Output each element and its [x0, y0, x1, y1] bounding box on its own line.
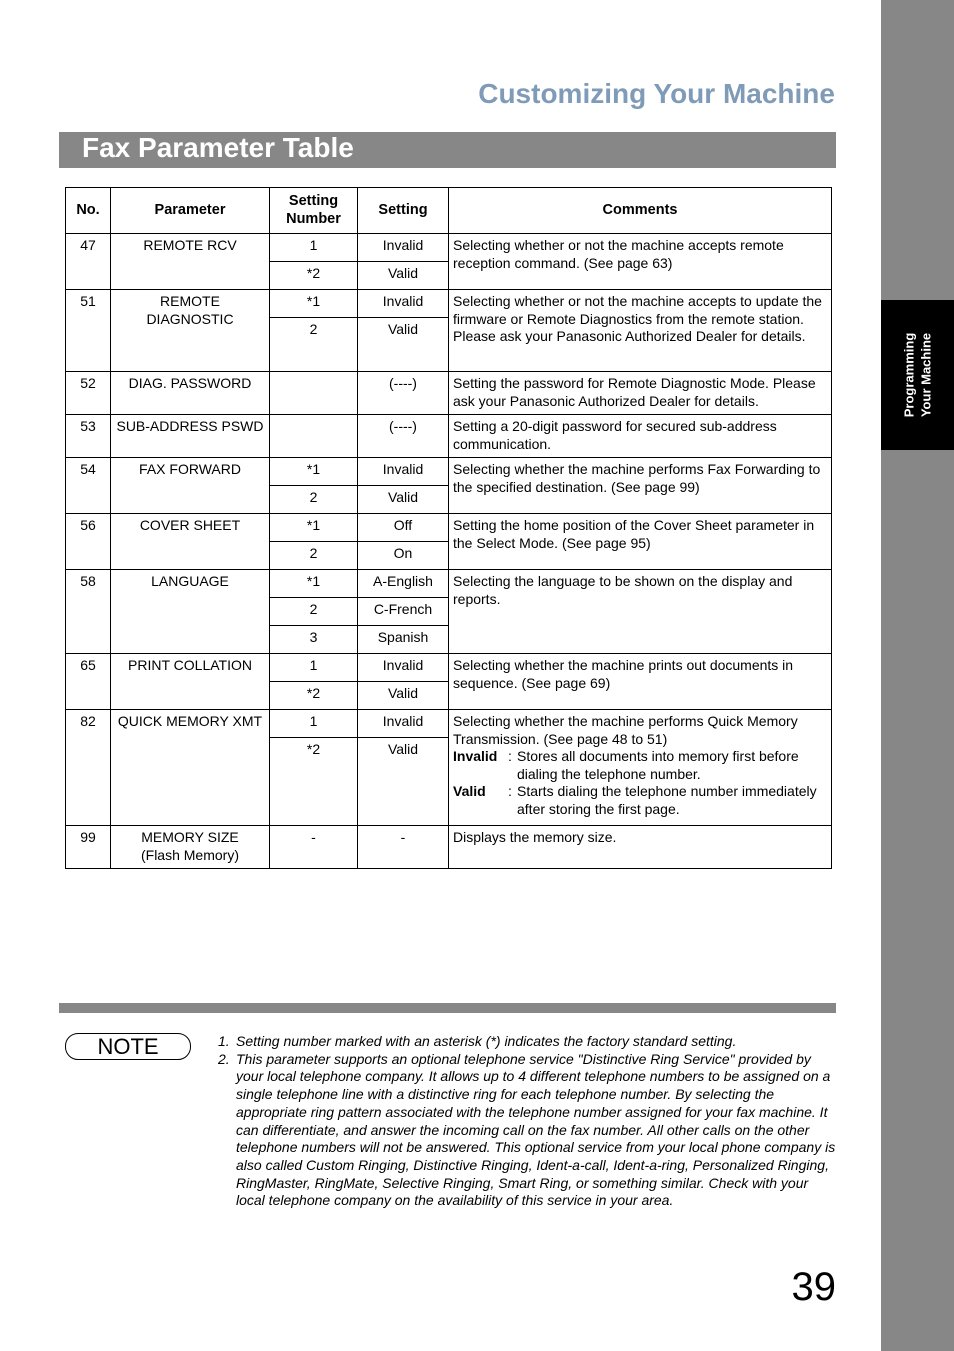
cell-setting: Valid: [358, 682, 449, 710]
cell-setting-number: 1: [270, 654, 358, 682]
note-text: This parameter supports an optional telephone service "Distinctive Ring Service" provided by your local telephone company. It allows up to 4 different telephone numbers to be assigned on a single telephone line with a distinctive ring for each telephone number. By selecting the appropriate ring pattern associated with the telephone number assigned for your fax machine. It can differentiate, and answer the incoming call on the fax number. All other calls on the other telephone numbers will not be answered. This optional service from your local phone company is also called Custom Ringing, Distinctive Ringing, Ident-a-call, Ident-a-ring, Personalized Ringing, RingMaster, RingMate, Selective Ringing, Smart Ring, or something similar. Check with your local telephone company on the availability of this service in your area.: [236, 1050, 836, 1209]
note-text: Setting number marked with an asterisk (*) indicates the factory standard setting.: [236, 1033, 737, 1049]
comment-text: Setting the home position of the Cover Sheet parameter in the Select Mode. (See page 95): [453, 517, 815, 551]
cell-setting: Spanish: [358, 626, 449, 654]
table-header-row: [66, 188, 832, 234]
table-row: [66, 826, 832, 869]
table-row: [66, 234, 832, 262]
cell-setting: Valid: [358, 262, 449, 290]
cell-setting-number: 1: [270, 710, 358, 738]
cell-parameter: [111, 290, 270, 372]
page-number: 39: [791, 1265, 836, 1309]
column-header-parameter: Parameter: [111, 188, 270, 234]
cell-no: 52: [66, 372, 111, 415]
table-row: [66, 710, 832, 738]
definition-item: [453, 783, 827, 818]
note-badge: NOTE: [65, 1033, 191, 1060]
cell-setting-number: *2: [270, 262, 358, 290]
cell-setting: (----): [358, 372, 449, 415]
cell-setting-number: 3: [270, 626, 358, 654]
cell-no: 58: [66, 570, 111, 654]
cell-setting-number: 1: [270, 234, 358, 262]
comment-text: Selecting whether or not the machine accepts remote reception command. (See page 63): [453, 237, 784, 271]
cell-parameter: [111, 415, 270, 458]
section-title: Fax Parameter Table: [82, 132, 354, 163]
cell-comments: [449, 415, 832, 458]
cell-setting: Valid: [358, 738, 449, 826]
definition-term: Valid: [453, 783, 486, 799]
parameter-name: MEMORY SIZE: [141, 829, 239, 845]
cell-setting: Invalid: [358, 654, 449, 682]
cell-setting-number: [270, 415, 358, 458]
cell-parameter: [111, 458, 270, 514]
parameter-name: FAX FORWARD: [139, 461, 241, 477]
cell-comments: [449, 372, 832, 415]
cell-setting: Invalid: [358, 710, 449, 738]
comment-text: Setting the password for Remote Diagnostic Mode. Please ask your Panasonic Authorized Dealer for details.: [453, 375, 816, 409]
sidebar-strip: [881, 0, 954, 1351]
cell-setting-number: *1: [270, 514, 358, 542]
cell-setting-number: -: [270, 826, 358, 869]
column-header-setting: Setting: [358, 188, 449, 234]
cell-setting: A-English: [358, 570, 449, 598]
cell-comments: [449, 458, 832, 514]
cell-comments: [449, 290, 832, 372]
chapter-tab-line1: Programming: [901, 332, 917, 418]
definition-text: Stores all documents into memory first before dialing the telephone number.: [517, 748, 799, 782]
table-row: [66, 290, 832, 318]
table-row: [66, 514, 832, 542]
parameter-name: SUB-ADDRESS PSWD: [116, 418, 264, 434]
cell-no: 53: [66, 415, 111, 458]
cell-setting: C-French: [358, 598, 449, 626]
cell-parameter: [111, 514, 270, 570]
cell-parameter: [111, 372, 270, 415]
divider-rule: [59, 1003, 836, 1013]
cell-setting: (----): [358, 415, 449, 458]
parameter-name: COVER SHEET: [139, 517, 241, 533]
comment-text: Selecting whether the machine performs Quick Memory Transmission. (See page 48 to 51): [453, 713, 798, 747]
note-item: [218, 1051, 838, 1210]
cell-comments: [449, 710, 832, 826]
cell-parameter: [111, 570, 270, 654]
parameter-name: PRINT COLLATION: [128, 657, 252, 673]
parameter-name: DIAG. PASSWORD: [128, 375, 252, 391]
cell-setting: Off: [358, 514, 449, 542]
parameter-name: QUICK MEMORY XMT: [117, 713, 263, 729]
cell-comments: [449, 570, 832, 654]
comment-text: Selecting the language to be shown on the display and reports.: [453, 573, 793, 607]
fax-parameter-table: [65, 187, 832, 869]
cell-setting: Invalid: [358, 234, 449, 262]
table-row: [66, 570, 832, 598]
comment-text: Selecting whether the machine prints out documents in sequence. (See page 69): [453, 657, 794, 691]
parameter-name: REMOTE DIAGNOSTIC: [146, 293, 234, 327]
cell-setting: Valid: [358, 318, 449, 372]
chapter-title: Customizing Your Machine: [478, 78, 835, 109]
column-header-no: No.: [66, 188, 111, 234]
cell-setting-number: 2: [270, 542, 358, 570]
cell-no: 51: [66, 290, 111, 372]
cell-setting: Invalid: [358, 458, 449, 486]
cell-setting-number: *1: [270, 290, 358, 318]
note-number: 2.: [218, 1050, 230, 1067]
note-number: 1.: [218, 1033, 230, 1049]
cell-setting: On: [358, 542, 449, 570]
note-list: [218, 1033, 838, 1210]
cell-setting-number: 2: [270, 318, 358, 372]
cell-setting-number: *2: [270, 682, 358, 710]
cell-setting: Valid: [358, 486, 449, 514]
table-row: [66, 415, 832, 458]
cell-no: 47: [66, 234, 111, 290]
table-body: [66, 234, 832, 869]
comment-text: Setting a 20-digit password for secured sub-address communication.: [453, 418, 777, 452]
cell-comments: [449, 234, 832, 290]
cell-no: 99: [66, 826, 111, 869]
comment-text: Selecting whether the machine performs Fax Forwarding to the specified destination. (See page 99): [453, 461, 821, 495]
column-header-setting-number: Setting Number: [270, 188, 358, 234]
definition-text: Starts dialing the telephone number immediately after storing the first page.: [517, 783, 817, 817]
definition-colon: :: [508, 748, 512, 764]
parameter-subtitle: (Flash Memory): [140, 846, 239, 863]
cell-setting-number: 2: [270, 598, 358, 626]
table-row: [66, 654, 832, 682]
cell-setting-number: *1: [270, 570, 358, 598]
cell-parameter: [111, 826, 270, 869]
table-row: [66, 458, 832, 486]
chapter-tab-label: [881, 300, 954, 450]
chapter-tab[interactable]: [881, 300, 954, 450]
cell-comments: [449, 514, 832, 570]
note-item: [218, 1033, 838, 1051]
cell-comments: [449, 826, 832, 869]
cell-setting: Invalid: [358, 290, 449, 318]
parameter-name: REMOTE RCV: [143, 237, 237, 253]
comment-text: Displays the memory size.: [453, 829, 617, 845]
section-title-bar: [59, 132, 836, 168]
comment-text: Selecting whether or not the machine accepts to update the firmware or Remote Diagnostics from the remote station. Please ask your Panasonic Authorized Dealer for details.: [453, 293, 822, 344]
chapter-tab-line2: Your Machine: [918, 332, 934, 418]
cell-no: 56: [66, 514, 111, 570]
table-row: [66, 372, 832, 415]
cell-parameter: [111, 234, 270, 290]
cell-no: 54: [66, 458, 111, 514]
cell-setting-number: 2: [270, 486, 358, 514]
cell-no: 82: [66, 710, 111, 826]
column-header-comments: Comments: [449, 188, 832, 234]
cell-no: 65: [66, 654, 111, 710]
cell-parameter: [111, 654, 270, 710]
parameter-name: LANGUAGE: [151, 573, 229, 589]
cell-parameter: [111, 710, 270, 826]
cell-setting-number: *2: [270, 738, 358, 826]
cell-setting: -: [358, 826, 449, 869]
cell-setting-number: [270, 372, 358, 415]
definition-item: [453, 748, 827, 783]
cell-setting-number: *1: [270, 458, 358, 486]
definition-colon: :: [508, 783, 512, 799]
cell-comments: [449, 654, 832, 710]
definition-term: Invalid: [453, 748, 498, 764]
